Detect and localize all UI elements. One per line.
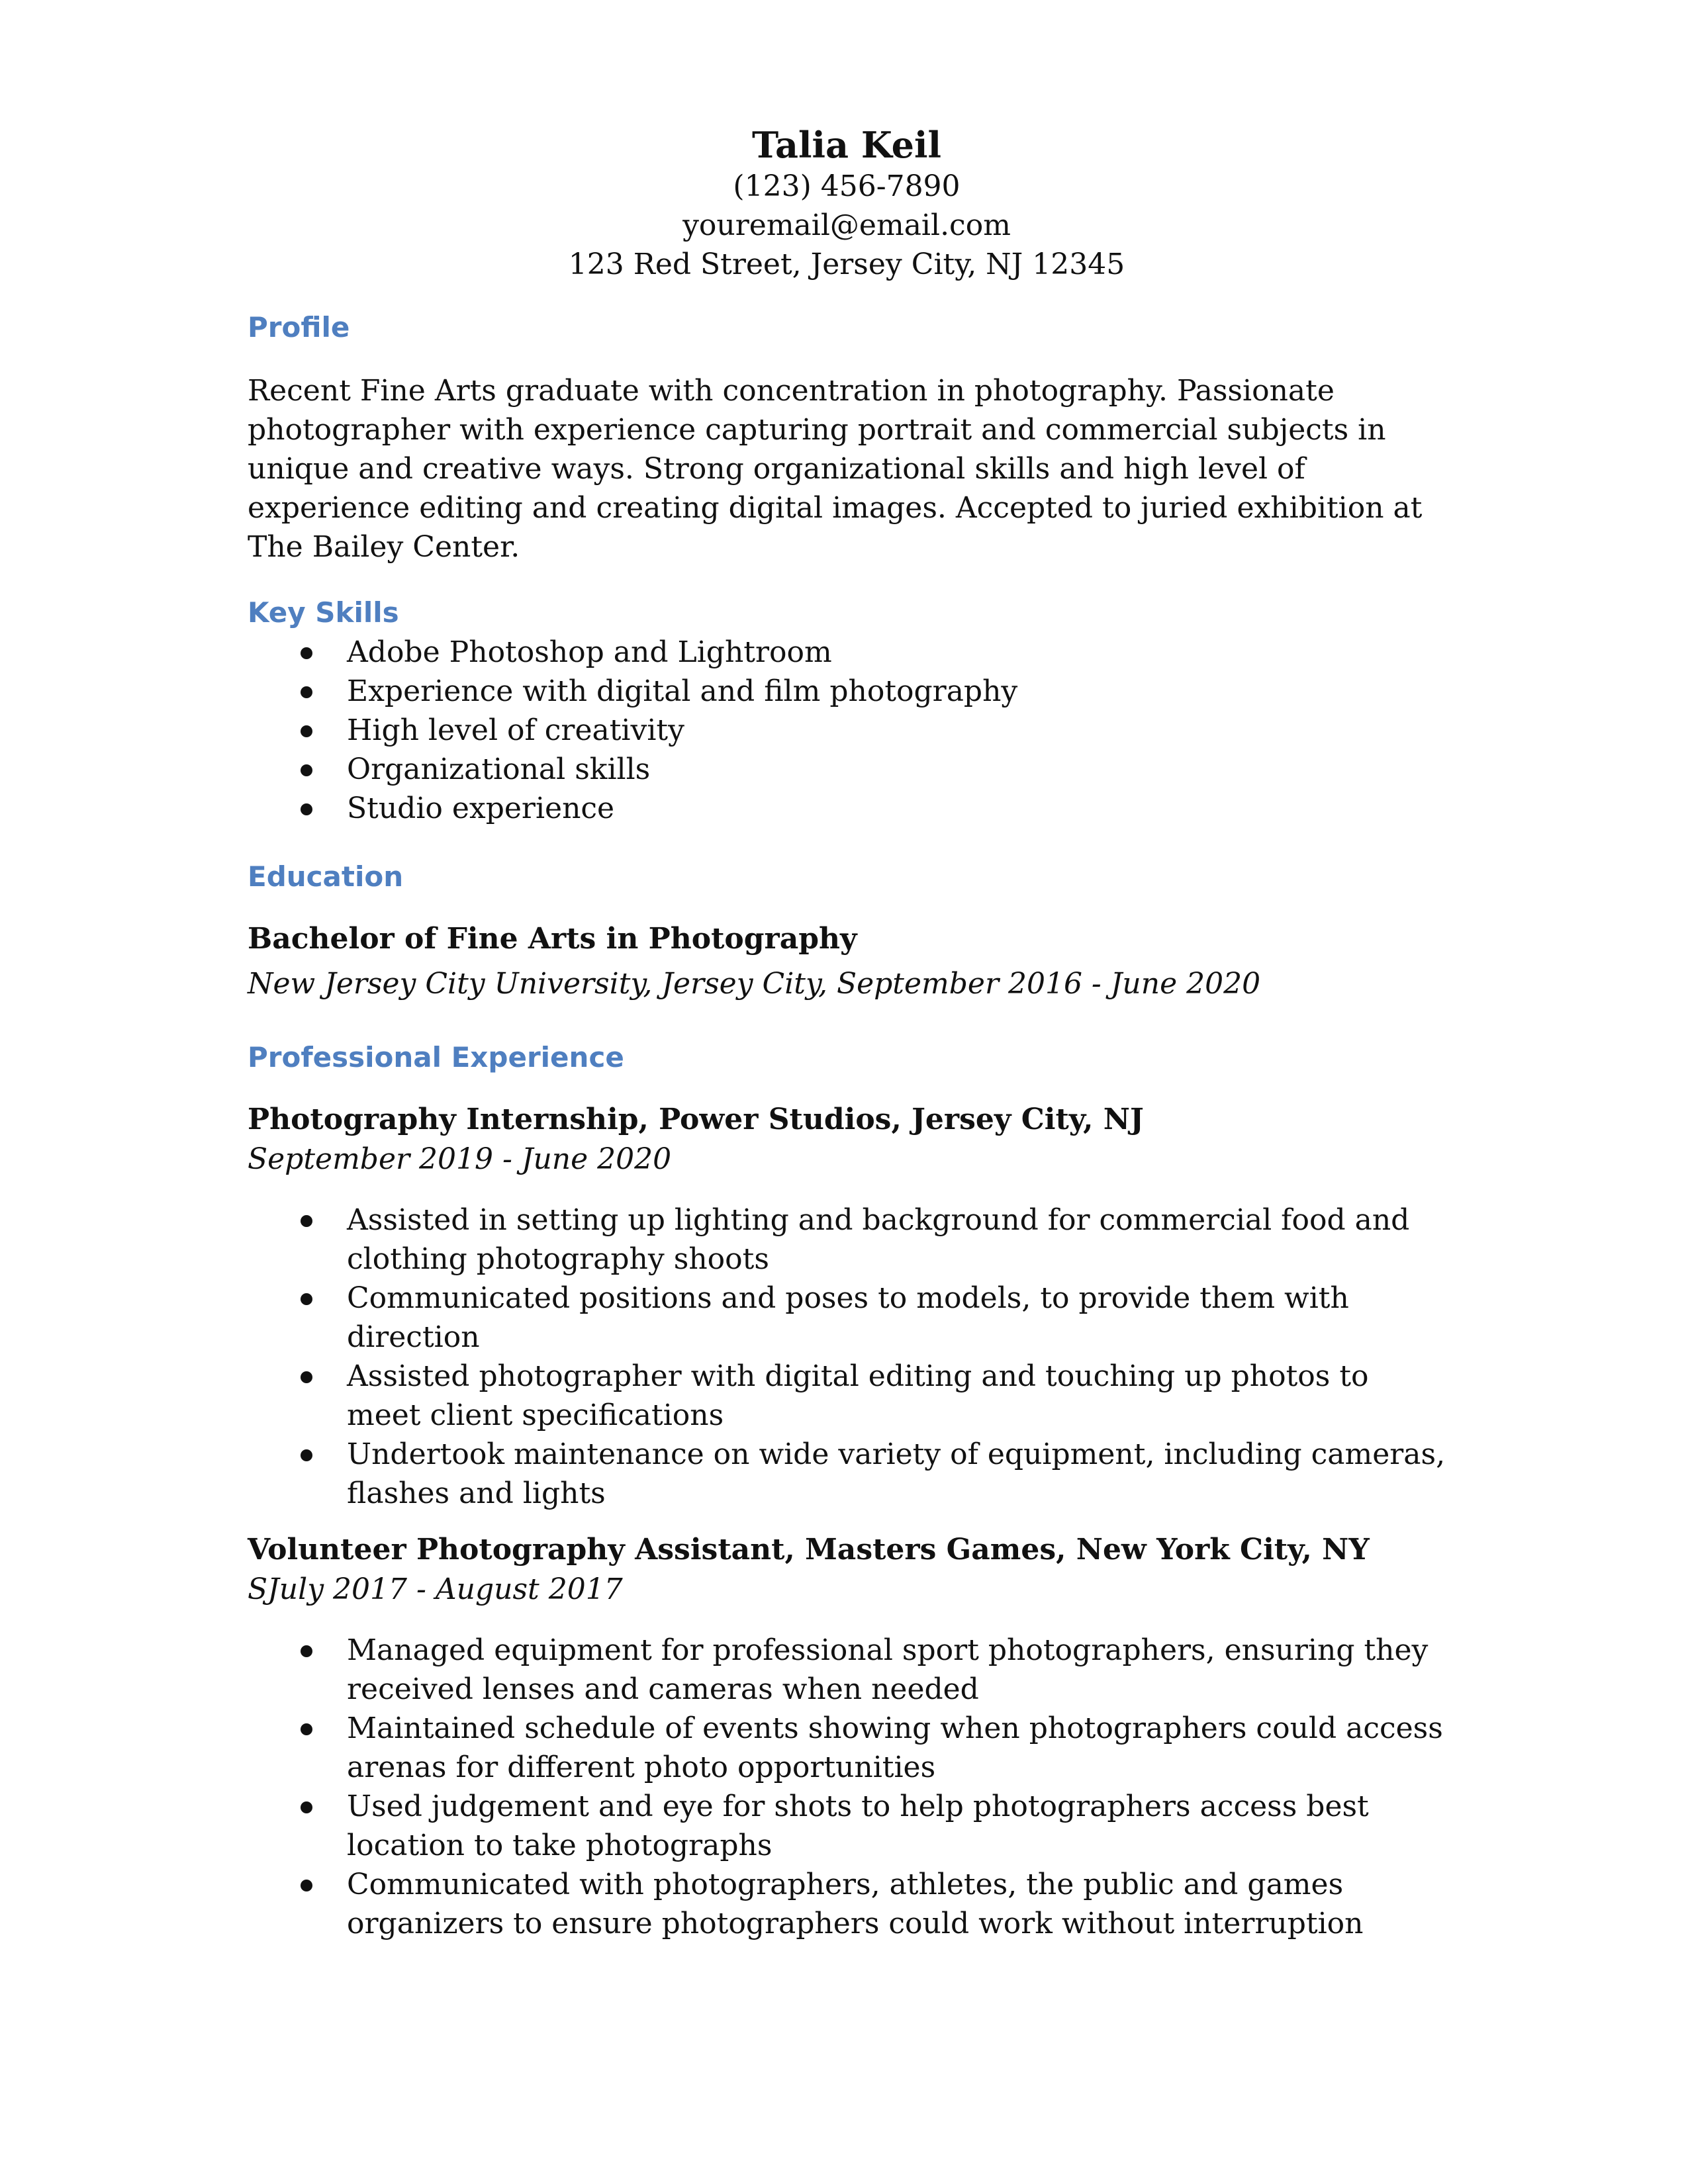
skill-item <box>248 711 1446 750</box>
street-address: 123 Red Street, Jersey City, NJ 12345 <box>568 248 1125 281</box>
job-entry <box>248 1100 1446 1513</box>
duty-item <box>248 1435 1446 1513</box>
profile-heading: Profile <box>248 311 350 343</box>
bullet-icon <box>301 647 312 659</box>
bullet-icon <box>301 1723 312 1735</box>
duty-text: Communicated positions and poses to models, to provide them with direction <box>347 1281 1349 1354</box>
job-duties-list <box>248 1631 1446 1943</box>
duty-item <box>248 1865 1446 1943</box>
bullet-icon <box>301 686 312 698</box>
education-heading: Education <box>248 860 404 893</box>
email-address: youremail@email.com <box>682 208 1011 242</box>
job-duties-list <box>248 1201 1446 1513</box>
bullet-icon <box>301 1801 312 1813</box>
skill-text: Experience with digital and film photography <box>347 674 1018 708</box>
job-dates: SJuly 2017 - August 2017 <box>248 1572 623 1606</box>
bullet-icon <box>301 725 312 737</box>
key-skills-list <box>248 633 1446 828</box>
duty-item <box>248 1357 1446 1435</box>
job-title: Volunteer Photography Assistant, Masters Games, New York City, NY <box>248 1533 1370 1567</box>
resume-page <box>248 123 1446 1943</box>
duty-text: Assisted in setting up lighting and background for commercial food and clothing photography shoots <box>347 1203 1410 1276</box>
skill-item <box>248 789 1446 828</box>
candidate-name: Talia Keil <box>752 124 941 166</box>
experience-heading: Professional Experience <box>248 1041 624 1073</box>
job-dates: September 2019 - June 2020 <box>248 1142 672 1176</box>
degree-title: Bachelor of Fine Arts in Photography <box>248 922 857 956</box>
duty-item <box>248 1709 1446 1787</box>
duty-text: Undertook maintenance on wide variety of equipment, including cameras, flashes and lights <box>347 1437 1446 1510</box>
school-details: New Jersey City University, Jersey City, September 2016 - June 2020 <box>248 967 1261 1001</box>
duty-item <box>248 1279 1446 1357</box>
duty-item <box>248 1631 1446 1709</box>
job-entry <box>248 1530 1446 1943</box>
duty-item <box>248 1201 1446 1279</box>
skill-item <box>248 672 1446 711</box>
duty-text: Maintained schedule of events showing when photographers could access arenas for different photo opportunities <box>347 1711 1443 1784</box>
skill-item <box>248 633 1446 672</box>
duty-text: Managed equipment for professional sport photographers, ensuring they received lenses and cameras when needed <box>347 1633 1429 1706</box>
bullet-icon <box>301 1215 312 1227</box>
resume-header <box>248 123 1446 284</box>
bullet-icon <box>301 1880 312 1891</box>
skill-text: Studio experience <box>347 792 615 825</box>
duty-text: Assisted photographer with digital editing and touching up photos to meet client specifications <box>347 1359 1369 1432</box>
profile-summary: Recent Fine Arts graduate with concentration in photography. Passionate photographer with experience capturing portrait and commercial subjects in unique and creative ways. Strong organizational skills and high level of experience editing and creating digital images. Accepted to juried exhibition at The Bailey Center. <box>248 374 1423 564</box>
skill-text: Organizational skills <box>347 752 651 786</box>
bullet-icon <box>301 803 312 815</box>
skill-text: Adobe Photoshop and Lightroom <box>347 635 832 669</box>
duty-text: Used judgement and eye for shots to help photographers access best location to take photographs <box>347 1790 1369 1862</box>
key-skills-heading: Key Skills <box>248 596 399 629</box>
skill-item <box>248 750 1446 789</box>
duty-item <box>248 1787 1446 1865</box>
bullet-icon <box>301 1371 312 1383</box>
bullet-icon <box>301 1449 312 1461</box>
bullet-icon <box>301 1293 312 1305</box>
phone-number: (123) 456-7890 <box>733 169 961 203</box>
duty-text: Communicated with photographers, athletes, the public and games organizers to ensure photographers could work without interruption <box>347 1868 1364 1940</box>
bullet-icon <box>301 1645 312 1657</box>
job-title: Photography Internship, Power Studios, Jersey City, NJ <box>248 1103 1144 1136</box>
skill-text: High level of creativity <box>347 713 684 747</box>
bullet-icon <box>301 764 312 776</box>
